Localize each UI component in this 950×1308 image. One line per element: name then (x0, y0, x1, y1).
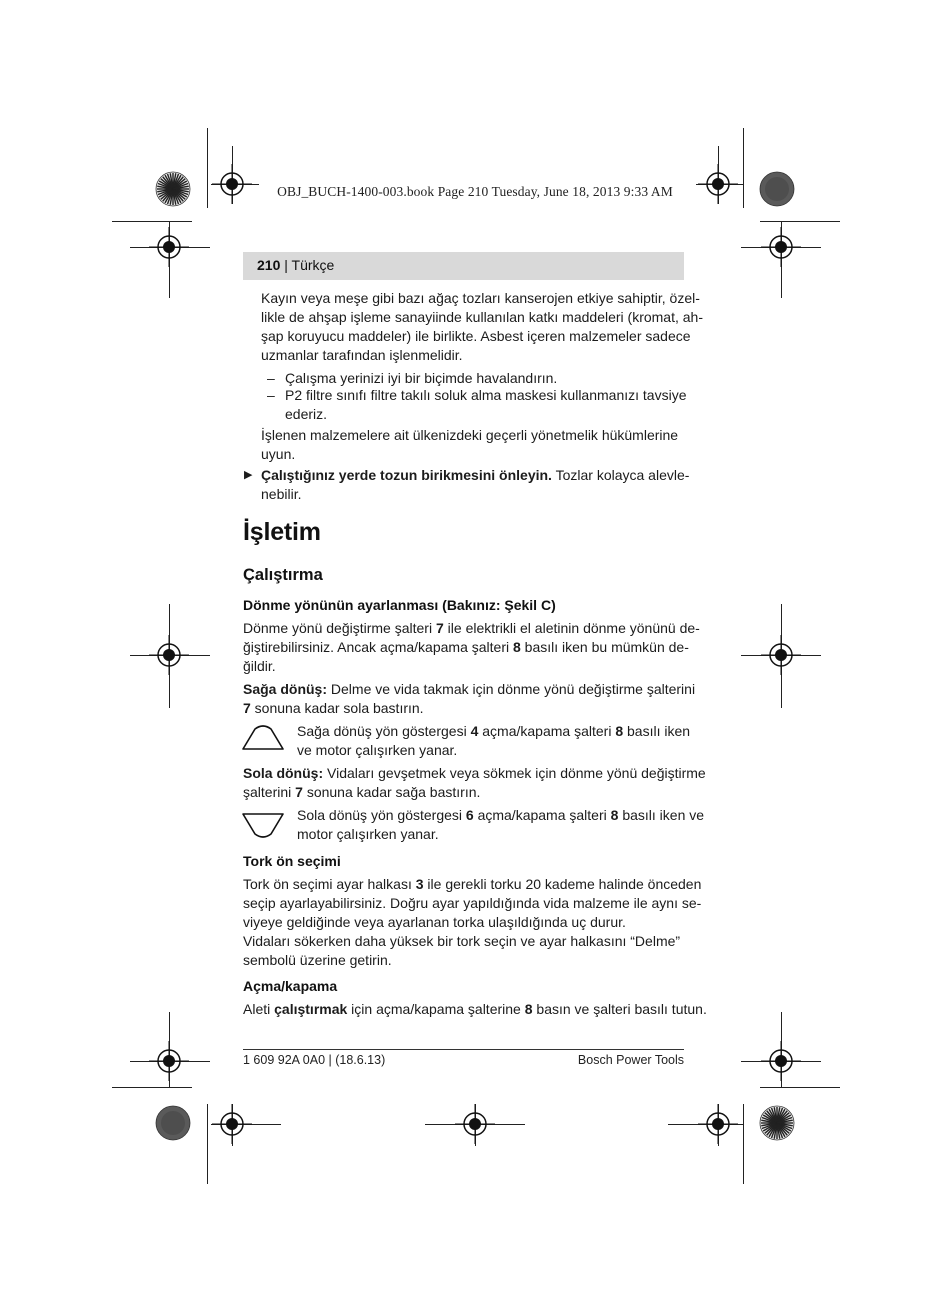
starburst-wheel-icon (759, 1105, 795, 1141)
gray-wheel-icon (155, 1105, 191, 1141)
registration-mark-icon (455, 1104, 495, 1144)
warning-bold: Çalıştığınız yerde tozun birikmesini önleyin. (261, 467, 552, 483)
left-rotation-label: Sola dönüş: (243, 765, 324, 781)
page-number: 210 (257, 257, 281, 273)
regulation-line: İşlenen malzemelere ait ülkenizdeki geçerli yönetmelik hükümlerine (261, 427, 679, 443)
torque-line: sembolü üzerine getirin. (243, 952, 392, 968)
list-item: ederiz. (285, 406, 328, 422)
onoff-heading: Açma/kapama (243, 978, 338, 994)
header-separator: | (280, 257, 292, 273)
right-rotation-line: Sağa dönüş: Delme ve vida takmak için dönme yönü değiştirme şalterini (243, 681, 696, 697)
intro-line: likle de ahşap işleme sanayiinde kullanılan katkı maddeleri (kromat, ah- (261, 309, 703, 325)
list-item: P2 filtre sınıfı filtre takılı soluk alma maskesi kullanmanızı tavsiye (285, 387, 687, 403)
left-rotation-indicator-icon (241, 811, 285, 839)
page-header (243, 252, 684, 280)
left-rotation-line: şalterini 7 sonuna kadar sağa bastırın. (243, 784, 481, 800)
registration-mark-icon (761, 1041, 801, 1081)
intro-line: şap koruyucu maddeler) ile birlikte. Asbest içeren malzemeler sadece (261, 328, 691, 344)
regulation-line: uyun. (261, 446, 296, 462)
torque-heading: Tork ön seçimi (243, 853, 341, 869)
rotation-para-line: ğiştirebilirsiniz. Ancak açma/kapama şalteri 8 basılı iken bu mümkün de- (243, 639, 689, 655)
torque-line: viyeye geldiğinde veya ayarlanan torka ulaşıldığında uç durur. (243, 914, 626, 930)
registration-mark-icon (761, 227, 801, 267)
onoff-line: Aleti çalıştırmak için açma/kapama şalterine 8 basın ve şalteri basılı tutun. (243, 1001, 707, 1017)
header-language: Türkçe (291, 257, 335, 273)
intro-line: uzmanlar tarafından işlenmelidir. (261, 347, 463, 363)
registration-mark-icon (761, 635, 801, 675)
rotation-para-line: ğildir. (243, 658, 276, 674)
footer-brand: Bosch Power Tools (577, 1053, 684, 1067)
warning-marker-icon: ▶ (244, 469, 253, 481)
left-indicator-line: motor çalışırken yanar. (297, 826, 439, 842)
right-rotation-indicator-icon (241, 724, 285, 752)
warning-line: nebilir. (261, 486, 302, 502)
registration-mark-icon (698, 1104, 738, 1144)
right-indicator-line: ve motor çalışırken yanar. (297, 742, 458, 758)
warning-line (261, 466, 689, 485)
torque-line: seçip ayarlayabilirsiniz. Doğru ayar yapıldığında vida malzeme ile aynı se- (243, 895, 702, 911)
rotation-heading: Dönme yönünün ayarlanması (Bakınız: Şekil C) (243, 597, 556, 613)
registration-mark-icon (149, 227, 189, 267)
print-slug: OBJ_BUCH-1400-003.book Page 210 Tuesday, June 18, 2013 9:33 AM (277, 184, 673, 199)
warning-rest: Tozlar kolayca alevle- (551, 467, 690, 483)
section-subtitle: Çalıştırma (243, 566, 323, 584)
intro-line: Kayın veya meşe gibi bazı ağaç tozları kanserojen etkiye sahiptir, özel- (261, 290, 700, 306)
footer-divider (243, 1049, 684, 1050)
right-rotation-label: Sağa dönüş: (243, 681, 328, 697)
torque-line: Vidaları sökerken daha yüksek bir tork seçin ve ayar halkasını “Delme” (243, 933, 681, 949)
registration-mark-icon (149, 1041, 189, 1081)
torque-line: Tork ön seçimi ayar halkası 3 ile gerekli torku 20 kademe halinde önceden (243, 876, 702, 892)
left-rotation-line: Sola dönüş: Vidaları gevşetmek veya sökmek için dönme yönü değiştirme (243, 765, 706, 781)
footer-doc-number: 1 609 92A 0A0 | (18.6.13) (243, 1053, 386, 1067)
registration-mark-icon (149, 635, 189, 675)
list-dash: – (267, 370, 275, 386)
right-rotation-line: 7 sonuna kadar sola bastırın. (243, 700, 424, 716)
list-item: Çalışma yerinizi iyi bir biçimde havalandırın. (285, 370, 558, 386)
section-title: İşletim (243, 518, 321, 546)
rotation-para-line: Dönme yönü değiştirme şalteri 7 ile elektrikli el aletinin dönme yönünü de- (243, 620, 700, 636)
registration-mark-icon (212, 1104, 252, 1144)
list-dash: – (267, 387, 275, 403)
right-indicator-line: Sağa dönüş yön göstergesi 4 açma/kapama şalteri 8 basılı iken (297, 723, 691, 739)
left-indicator-line: Sola dönüş yön göstergesi 6 açma/kapama şalteri 8 basılı iken ve (297, 807, 705, 823)
